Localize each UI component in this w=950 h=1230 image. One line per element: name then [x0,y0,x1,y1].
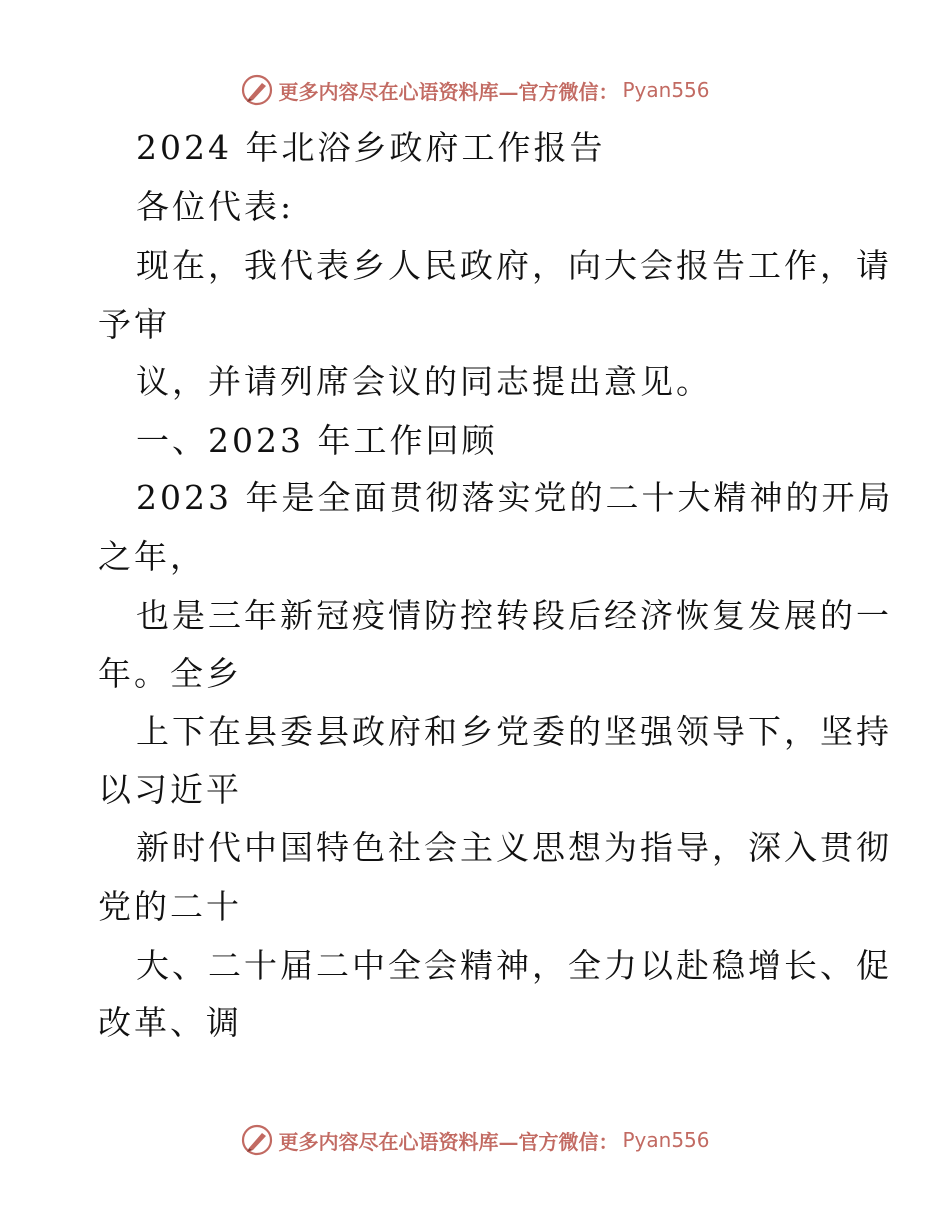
section-heading: 一、2023 年工作回顾 [136,421,498,460]
paragraph-line: 予审 [98,305,170,344]
watermark-contact: Pyan556 [622,1128,710,1152]
watermark-contact: Pyan556 [622,78,710,102]
pen-logo-icon [240,73,274,107]
paragraph-line: 年。全乡 [98,654,242,693]
watermark-footer [0,1120,950,1160]
paragraph-line: 党的二十 [98,887,242,926]
paragraph-line: 以习近平 [98,770,242,809]
paragraph-line: 之年， [98,537,206,576]
document-title: 2024 年北浴乡政府工作报告 [136,128,606,167]
paragraph-line: 也是三年新冠疫情防控转段后经济恢复发展的一 [136,596,892,635]
watermark-text: 更多内容尽在心语资料库—官方微信： [278,1129,619,1154]
paragraph-line: 改革、调 [98,1003,242,1042]
paragraph-line: 上下在县委县政府和乡党委的坚强领导下，坚持 [136,712,892,751]
paragraph-line: 大、二十届二中全会精神，全力以赴稳增长、促 [136,946,892,985]
paragraph-line: 现在，我代表乡人民政府，向大会报告工作，请 [136,246,892,285]
paragraph-line: 2023 年是全面贯彻落实党的二十大精神的开局 [136,478,894,517]
salutation: 各位代表: [136,187,295,226]
pen-logo-icon [240,1123,274,1157]
paragraph-line: 新时代中国特色社会主义思想为指导，深入贯彻 [136,828,892,867]
paragraph-line: 议，并请列席会议的同志提出意见。 [136,362,712,401]
watermark-text: 更多内容尽在心语资料库—官方微信： [278,79,619,104]
watermark-header [0,70,950,110]
